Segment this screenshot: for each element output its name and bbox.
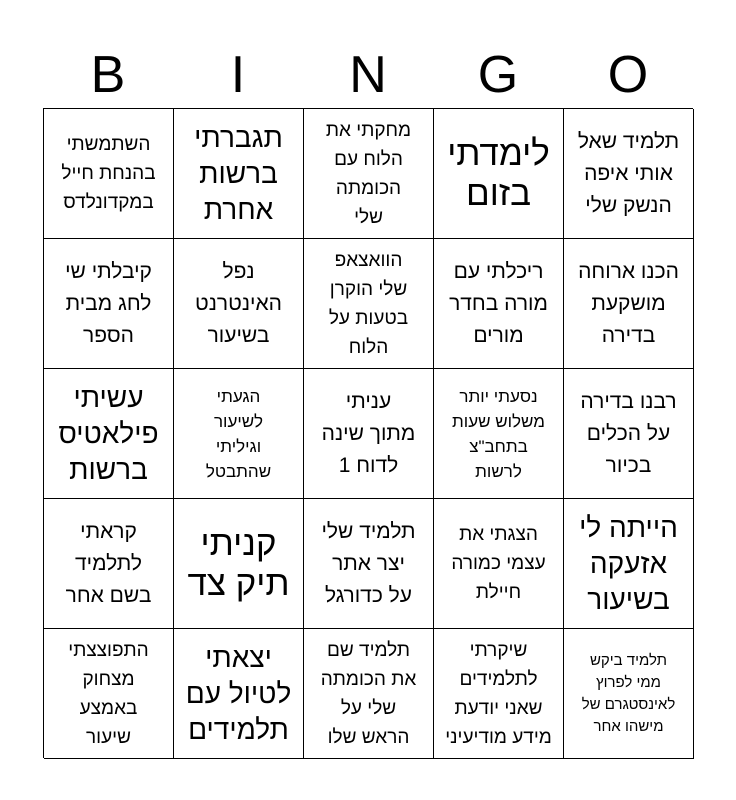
bingo-cell[interactable]: הכנו ארוחה מושקעת בדירה — [564, 239, 694, 369]
header-letter-b: B — [90, 46, 126, 104]
header-letter-n: N — [349, 46, 387, 104]
bingo-cell[interactable]: נפל האינטרנט בשיעור — [174, 239, 304, 369]
bingo-grid — [43, 108, 693, 758]
bingo-cell[interactable]: הייתה לי אזעקה בשיעור — [564, 499, 694, 629]
bingo-cell[interactable]: קיבלתי שי לחג מבית הספר — [44, 239, 174, 369]
bingo-header — [43, 44, 693, 106]
bingo-cell[interactable]: התפוצצתי מצחוק באמצע שיעור — [44, 629, 174, 759]
bingo-cell[interactable]: רבנו בדירה על הכלים בכיור — [564, 369, 694, 499]
header-letter-g: G — [477, 46, 519, 104]
bingo-cell[interactable]: ריכלתי עם מורה בחדר מורים — [434, 239, 564, 369]
bingo-cell[interactable]: עניתי מתוך שינה לדוח 1 — [304, 369, 434, 499]
bingo-cell[interactable]: קניתי תיק צד — [174, 499, 304, 629]
bingo-cell[interactable]: תלמיד שאל אותי איפה הנשק שלי — [564, 109, 694, 239]
bingo-cell[interactable]: קראתי לתלמיד בשם אחר — [44, 499, 174, 629]
bingo-cell[interactable]: תלמיד שלי יצר אתר על כדורגל — [304, 499, 434, 629]
bingo-cell[interactable]: הגעתי לשיעור וגיליתי שהתבטל — [174, 369, 304, 499]
bingo-cell[interactable]: לימדתי בזום — [434, 109, 564, 239]
bingo-cell[interactable]: תגברתי ברשות אחרת — [174, 109, 304, 239]
bingo-cell[interactable]: עשיתי פילאטיס ברשות — [44, 369, 174, 499]
header-letter-o: O — [607, 46, 649, 104]
header-letter-i: I — [230, 46, 246, 104]
bingo-cell[interactable]: מחקתי את הלוח עם הכומתה שלי — [304, 109, 434, 239]
bingo-cell[interactable]: שיקרתי לתלמידים שאני יודעת מידע מודיעיני — [434, 629, 564, 759]
bingo-cell[interactable]: השתמשתי בהנחת חייל במקדונלדס — [44, 109, 174, 239]
bingo-cell[interactable]: נסעתי יותר משלוש שעות בתחב"צ לרשות — [434, 369, 564, 499]
bingo-cell[interactable]: יצאתי לטיול עם תלמידים — [174, 629, 304, 759]
bingo-cell[interactable]: תלמיד שם את הכומתה שלי על הראש שלו — [304, 629, 434, 759]
bingo-cell[interactable]: הוואצאפ שלי הוקרן בטעות על הלוח — [304, 239, 434, 369]
bingo-cell[interactable]: הצגתי את עצמי כמורה חיילת — [434, 499, 564, 629]
bingo-cell[interactable]: תלמיד ביקש ממי לפרוץ לאינסטגרם של מישהו אחר — [564, 629, 694, 759]
